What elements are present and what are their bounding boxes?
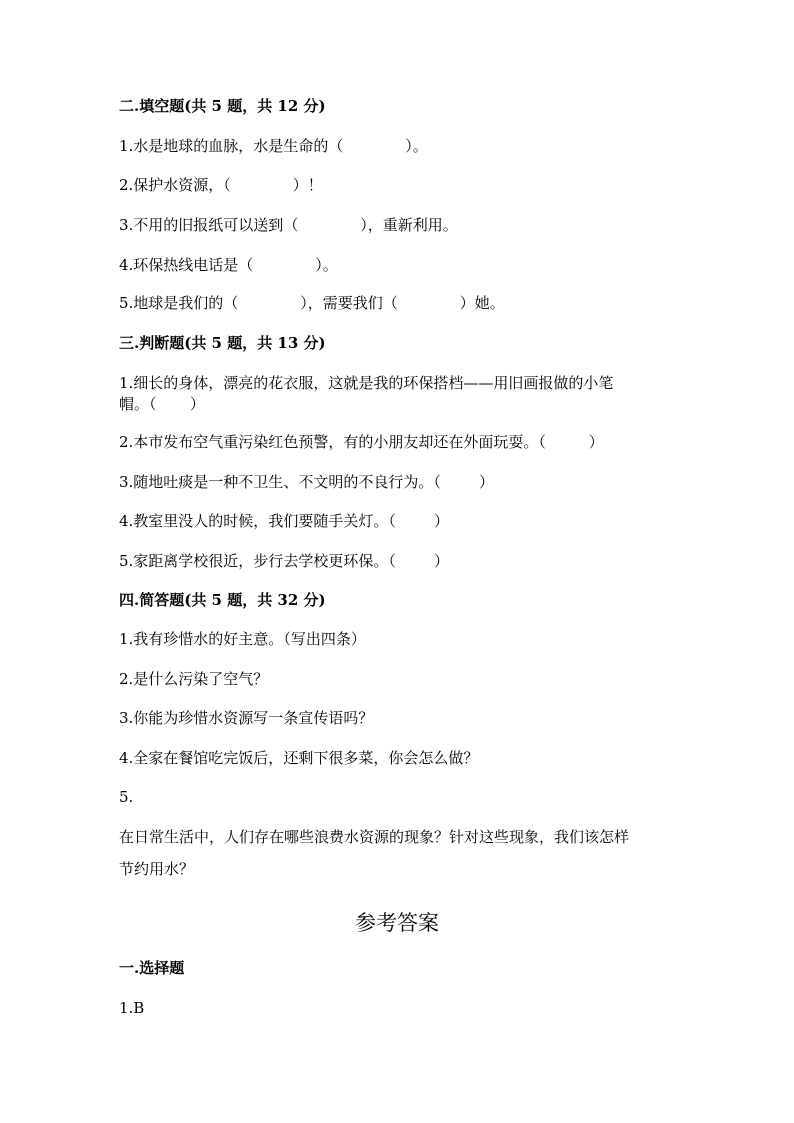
section-heading-judge: 三.判断题(共 5 题，共 13 分) — [119, 334, 326, 352]
section-heading-short-answer: 四.简答题(共 5 题，共 32 分) — [119, 591, 326, 609]
answer-key-choice-heading: 一.选择题 — [119, 959, 185, 977]
judge-question-3: 3.随地吐痰是一种不卫生、不文明的不良行为。（ ） — [119, 473, 494, 491]
judge-question-5: 5.家距离学校很近，步行去学校更环保。（ ） — [119, 552, 449, 570]
judge-question-1-line-1: 1.细长的身体，漂亮的花衣服，这就是我的环保搭档——用旧画报做的小笔 — [119, 374, 614, 392]
judge-question-2: 2.本市发布空气重污染红色预警，有的小朋友却还在外面玩耍。（ ） — [119, 433, 604, 451]
fill-blank-question-5: 5.地球是我们的（ ），需要我们（ ）她。 — [119, 294, 505, 312]
section-heading-fill-blank: 二.填空题(共 5 题，共 12 分) — [119, 97, 326, 115]
judge-question-4: 4.教室里没人的时候，我们要随手关灯。（ ） — [119, 512, 449, 530]
fill-blank-question-4: 4.环保热线电话是（ ）。 — [119, 256, 338, 274]
short-answer-question-5-line-1: 在日常生活中，人们存在哪些浪费水资源的现象？针对这些现象，我们该怎样 — [119, 828, 630, 846]
short-answer-question-2: 2.是什么污染了空气？ — [119, 670, 269, 688]
answer-key-title: 参考答案 — [355, 911, 439, 935]
fill-blank-question-3: 3.不用的旧报纸可以送到（ ），重新利用。 — [119, 216, 458, 234]
short-answer-question-1: 1.我有珍惜水的好主意。（写出四条） — [119, 630, 366, 648]
short-answer-question-5-number: 5. — [119, 788, 134, 806]
answer-key-item-1: 1.B — [119, 999, 145, 1017]
short-answer-question-5-line-2: 节约用水？ — [119, 860, 195, 878]
judge-question-1-line-2: 帽。（ ） — [119, 395, 205, 413]
short-answer-question-3: 3.你能为珍惜水资源写一条宣传语吗？ — [119, 709, 374, 727]
short-answer-question-4: 4.全家在餐馆吃完饭后，还剩下很多菜，你会怎么做？ — [119, 749, 479, 767]
fill-blank-question-2: 2.保护水资源，（ ）！ — [119, 176, 323, 194]
fill-blank-question-1: 1.水是地球的血脉，水是生命的（ ）。 — [119, 137, 428, 155]
